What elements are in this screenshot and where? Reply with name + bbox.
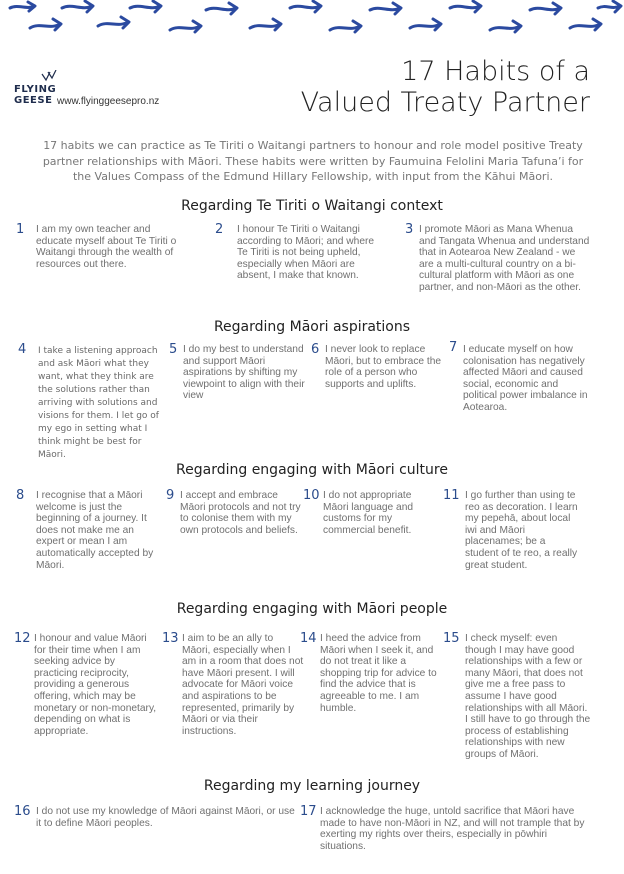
- habit-text: I am my own teacher and educate myself about Te Tiriti o Waitangi through the wealth of resources out there.: [36, 224, 177, 270]
- arrow-icon: [490, 21, 521, 32]
- habit-text: I go further than using te reo as decoration. I learn my pepehā, about local iwi and Māori placenames; be a student of te reo, a really great student.: [465, 490, 578, 571]
- habit-text: I do not appropriate Māori language and customs for my commercial benefit.: [323, 490, 414, 536]
- habit-number: 6: [311, 342, 320, 357]
- arrow-icon: [62, 1, 93, 12]
- habit-text: I aim to be an ally to Māori, especially when I am in a room that does not have Māori present. I will advocate for Māori voice and aspirations to be represented, primarily by Māori or via their instructions.: [182, 633, 304, 737]
- habit-number: 1: [16, 222, 25, 237]
- habit-number: 4: [18, 342, 27, 357]
- arrow-icon: [206, 3, 237, 14]
- habit-number: 16: [14, 804, 31, 819]
- habit-text: I take a listening approach and ask Māori what they want, what they think are the solutions rather than arriving with solutions and visions for them. I let go of my ego in setting what I think might be best for Māori.: [38, 346, 159, 460]
- section-heading-aspirations: Regarding Māori aspirations: [213, 319, 411, 335]
- arrow-icon: [570, 19, 601, 30]
- arrow-icon: [410, 19, 441, 30]
- section-heading-culture: Regarding engaging with Māori culture: [176, 462, 448, 478]
- arrow-icon: [130, 1, 161, 12]
- arrow-icon: [98, 17, 129, 28]
- website-link[interactable]: www.flyinggeesepro.nz: [57, 96, 160, 107]
- habit-text: I never look to replace Māori, but to embrace the role of a person who supports and uplifts.: [325, 344, 442, 390]
- arrow-icon: [10, 2, 35, 11]
- habit-text: I heed the advice from Māori when I seek it, and do not treat it like a shopping trip for advice to find the advice that is agreeable to me. I am humble.: [320, 633, 437, 714]
- habit-number: 17: [300, 804, 317, 819]
- habit-text: I acknowledge the huge, untold sacrifice that Māori have made to have non-Māori in NZ, and will not trample that by exerting my rights over theirs, especially in pōwhiri situations.: [320, 806, 585, 852]
- habit-number: 3: [405, 222, 414, 237]
- habit-number: 11: [443, 488, 460, 503]
- section-heading-learning: Regarding my learning journey: [203, 778, 421, 794]
- habit-text: I do my best to understand and support Māori aspirations by shifting my viewpoint to align with their view: [183, 344, 305, 402]
- habit-text: I check myself: even though I may have good relationships with a few or many Māori, that does not give me a free pass to assume I have good relationships with all Māori. I still have to go through the process of establishing relationships with new groups of Māori.: [465, 633, 591, 760]
- title-line-1: 17 Habits of a: [401, 56, 590, 87]
- arrow-icon: [290, 1, 321, 12]
- habit-number: 14: [300, 631, 317, 646]
- arrow-icon: [450, 1, 481, 12]
- page-title: [260, 56, 590, 118]
- habit-text: I accept and embrace Māori protocols and not try to colonise them with my own protocols and beliefs.: [180, 490, 301, 536]
- arrow-icon: [30, 19, 61, 30]
- habit-number: 12: [14, 631, 31, 646]
- habit-text: I do not use my knowledge of Māori against Māori, or use it to define Māori peoples.: [36, 806, 295, 829]
- logo-text: FLYING GEESE: [14, 84, 57, 106]
- arrow-icon: [530, 3, 561, 14]
- arrow-icon: [330, 21, 361, 32]
- title-line-2: Valued Treaty Partner: [300, 87, 590, 118]
- arrows-banner: [0, 0, 624, 40]
- habit-text: I honour and value Māori for their time when I am seeking advice by practicing reciprocity, providing a generous offering, which may be monetary or non-monetary, depending on what is appropriate.: [34, 633, 157, 737]
- habit-number: 8: [16, 488, 25, 503]
- habit-number: 2: [215, 222, 224, 237]
- arrow-icon: [250, 19, 281, 30]
- habit-text: I honour Te Tiriti o Waitangi according to Māori; and where Te Tiriti is not being upheld, especially when Māori are absent, I make that known.: [237, 224, 375, 282]
- intro-paragraph: 17 habits we can practice as Te Tiriti o Waitangi partners to honour and role model positive Treaty partner relationships with Māori. These habits were written by Faumuina Felolini Maria Tafuna’i for the Values Compass of the Edmund Hillary Fellowship, with input from the Kāhui Māori.: [42, 139, 584, 183]
- habit-text: I recognise that a Māori welcome is just the beginning of a journey. It does not make me an expert or mean I am automatically accepted by Māori.: [36, 490, 154, 571]
- habit-number: 13: [162, 631, 179, 646]
- section-heading-treaty: Regarding Te Tiriti o Waitangi context: [181, 198, 443, 214]
- habit-number: 5: [169, 342, 178, 357]
- habit-text: I promote Māori as Mana Whenua and Tangata Whenua and understand that in Aotearoa New Zealand - we are a multi-cultural country on a bi-cultural platform with Māori as one partner, and non-Māori as the other.: [419, 224, 590, 293]
- habit-text: I educate myself on how colonisation has negatively affected Māori and caused social, economic and political power imbalance in Aotearoa.: [463, 344, 588, 413]
- section-heading-people: Regarding engaging with Māori people: [176, 601, 448, 617]
- arrow-icon: [370, 3, 401, 14]
- arrow-icon: [598, 1, 621, 12]
- habit-number: 15: [443, 631, 460, 646]
- habit-number: 9: [166, 488, 175, 503]
- habit-number: 10: [303, 488, 320, 503]
- arrow-icon: [170, 21, 201, 32]
- habit-number: 7: [449, 340, 458, 355]
